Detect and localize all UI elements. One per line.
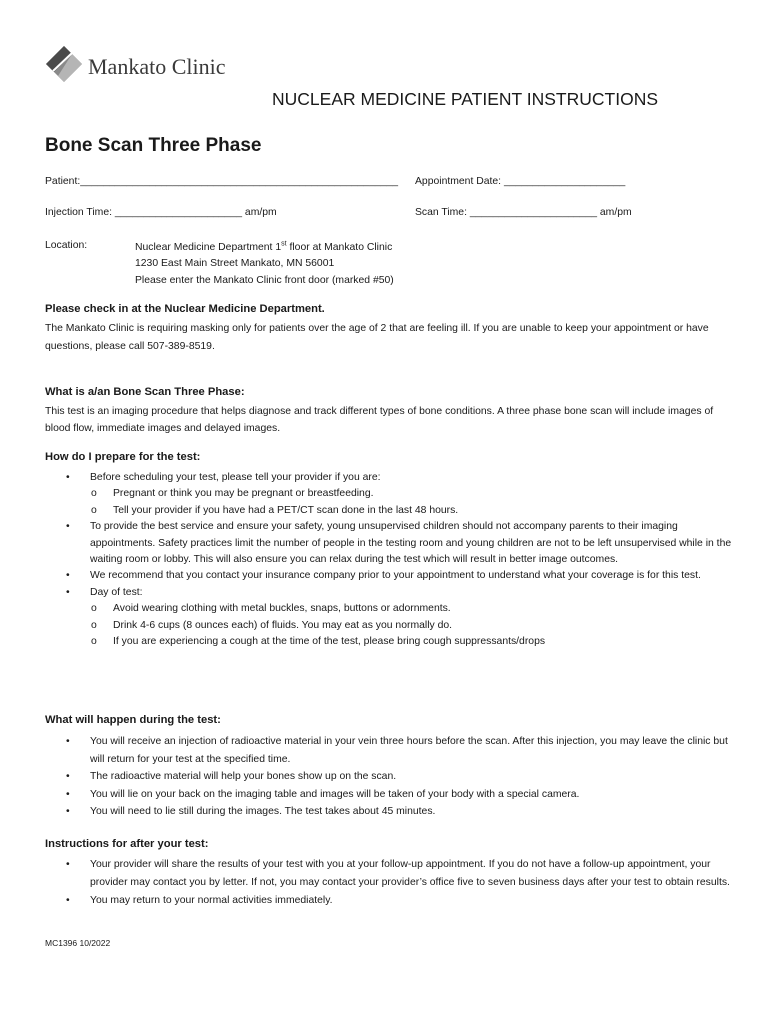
list-item: o Drink 4-6 cups (8 ounces each) of fluids. You may eat as you normally do.: [90, 618, 735, 634]
checkin-heading: Please check in at the Nuclear Medicine Department.: [45, 303, 325, 315]
logo-text: Mankato Clinic: [88, 54, 226, 79]
scan-time-field: [415, 207, 632, 218]
during-heading: What will happen during the test:: [45, 714, 221, 726]
list-item: [45, 470, 735, 519]
prepare-item-4: Day of test:: [90, 586, 143, 598]
prepare-sublist-1: [90, 486, 735, 519]
appointment-date-label: Appointment Date:: [415, 176, 502, 187]
list-item: o Pregnant or think you may be pregnant or breastfeeding.: [90, 486, 735, 502]
list-item: o Tell your provider if you have had a PET/CT scan done in the last 48 hours.: [90, 503, 735, 519]
injection-time-suffix: am/pm: [244, 207, 277, 218]
list-item: • To provide the best service and ensure your safety, young unsupervised children should not accompany parents to their imaging appointments. Safety practices limit the number of people in the testing room and young children are not to be left unsupervised while in the waiting room or lobby. This will also ensure you can relax during the test which will result in better image outcomes.: [45, 519, 735, 568]
location-line-3: Please enter the Mankato Clinic front door (marked #50): [135, 274, 394, 286]
list-item: • You will lie on your back on the imaging table and images will be taken of your body with a special camera.: [45, 786, 735, 804]
what-is-heading: What is a/an Bone Scan Three Phase:: [45, 386, 245, 398]
location-line-1-sup: st: [281, 240, 287, 248]
list-item: o If you are experiencing a cough at the time of the test, please bring cough suppressants/drops: [90, 634, 735, 650]
list-item: • We recommend that you contact your insurance company prior to your appointment to understand what your coverage is for this test.: [45, 568, 735, 584]
location-label: Location:: [45, 240, 88, 251]
prepare-list: [45, 470, 735, 650]
doc-title: Bone Scan Three Phase: [45, 135, 262, 156]
location-line-1-b: floor at Mankato Clinic: [286, 242, 393, 253]
list-item: o Avoid wearing clothing with metal buckles, snaps, buttons or adornments.: [90, 601, 735, 617]
location-line-2: 1230 East Main Street Mankato, MN 56001: [135, 258, 335, 270]
scan-time-suffix: am/pm: [599, 207, 632, 218]
scan-time-blank: ______________________: [469, 207, 598, 218]
injection-time-label: Injection Time:: [45, 207, 112, 218]
after-heading: Instructions for after your test:: [45, 838, 209, 850]
list-item: [45, 585, 735, 651]
what-is-text: This test is an imaging procedure that helps diagnose and track different types of bone conditions. A three phase bone scan will include images of blood flow, immediate images and delayed images.: [45, 406, 714, 434]
list-item: • Your provider will share the results of your test with you at your follow-up appointment. If you do not have a follow-up appointment, your provider may contact you by letter. If not, you may contact your provider’s office five to seven business days after your test to obtain results.: [45, 856, 735, 892]
checkin-text: The Mankato Clinic is requiring masking only for patients over the age of 2 that are feeling ill. If you are unable to keep your appointment or have questions, please call 507-389-8519.: [45, 323, 709, 352]
after-list: [45, 856, 735, 910]
patient-field: [45, 176, 398, 187]
prepare-heading: How do I prepare for the test:: [45, 451, 201, 463]
main-title: NUCLEAR MEDICINE PATIENT INSTRUCTIONS: [272, 89, 659, 109]
location-line-1: [135, 240, 394, 256]
location-line-1-a: Nuclear Medicine Department 1: [135, 242, 282, 253]
injection-time-blank: ______________________: [114, 207, 243, 218]
patient-label: Patient:: [45, 176, 81, 187]
list-item: • The radioactive material will help your bones show up on the scan.: [45, 768, 735, 786]
prepare-sublist-4: [90, 601, 735, 650]
appointment-date-field: [415, 176, 625, 187]
list-item: • You may return to your normal activities immediately.: [45, 892, 735, 910]
clinic-logo-icon: [44, 44, 84, 84]
prepare-item-1: Before scheduling your test, please tell your provider if you are:: [90, 472, 381, 483]
clinic-logo: [44, 44, 244, 86]
list-item: • You will need to lie still during the images. The test takes about 45 minutes.: [45, 803, 735, 821]
list-item: • You will receive an injection of radioactive material in your vein three hours before the scan. After this injection, you may leave the clinic but will return for your test at the specified time.: [45, 733, 735, 768]
patient-blank: _______________________________________________________: [80, 176, 399, 187]
during-list: [45, 733, 735, 821]
appointment-date-blank: _____________________: [503, 176, 626, 187]
location-block: [135, 240, 394, 289]
form-code: MC1396 10/2022: [45, 938, 111, 948]
scan-time-label: Scan Time:: [415, 207, 467, 218]
injection-time-field: [45, 207, 277, 218]
